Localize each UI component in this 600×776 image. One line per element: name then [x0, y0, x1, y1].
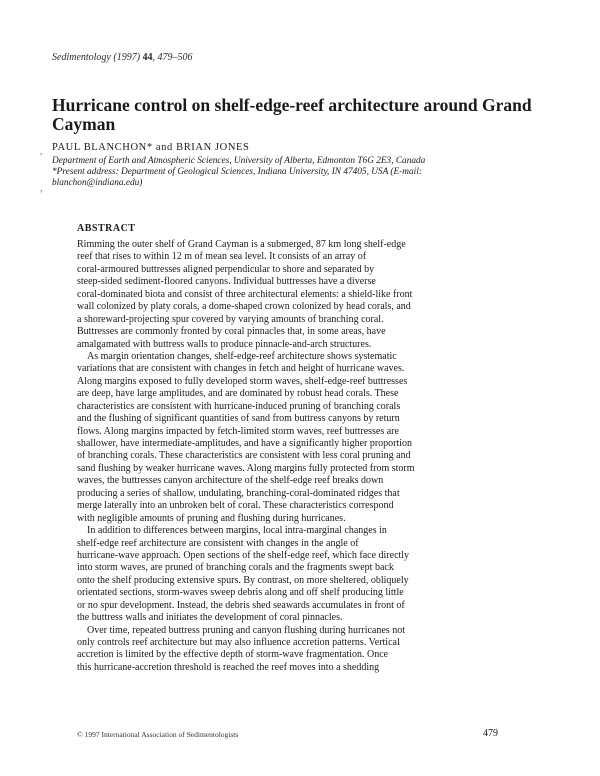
abstract-line: producing a series of shallow, undulating, branching-coral-dominated ridges that [77, 487, 400, 499]
copyright-notice: © 1997 International Association of Sedimentologists [77, 730, 239, 739]
abstract-line: shelf-edge reef architecture are consistent with changes in the angle of [77, 537, 359, 549]
abstract-line: Rimming the outer shelf of Grand Cayman is a submerged, 87 km long shelf-edge [77, 239, 406, 250]
abstract-line: shallower, have intermediate-amplitudes, and have a significantly higher proportion [77, 438, 413, 449]
abstract-line: Over time, repeated buttress pruning and canyon flushing during hurricanes not [87, 624, 405, 636]
abstract-line: merge laterally into an unbroken belt of coral. These characteristics correspond [77, 500, 394, 512]
affiliation-email: blanchon@indiana.edu) [52, 178, 143, 188]
paper-title: Hurricane control on shelf-edge-reef architecture around Grand Cayman [52, 95, 532, 134]
page-number: 479 [483, 728, 498, 739]
abstract-line: or no spur development. Instead, the debris shed seawards accumulates in front of [77, 599, 405, 611]
abstract-line: accretion is limited by the effective depth of storm-wave fragmentation. Once [77, 649, 389, 661]
abstract-line: and the flushing of significant quantities of sand from buttress canyons by return [77, 413, 400, 425]
abstract-line: orientated sections, storm-waves sweep debris along and off shelf producing little [77, 587, 404, 599]
abstract-line: variations that are consistent with changes in fetch and height of hurricane waves. [77, 363, 405, 375]
abstract-line: waves, the buttresses canyon architecture of the shelf-edge reef breaks down [77, 475, 384, 487]
abstract-line: the buttress walls and initiates the development of coral pinnacles. [77, 612, 343, 624]
abstract-line: this hurricane-accretion threshold is reached the reef moves into a shedding [77, 661, 380, 673]
abstract-heading: ABSTRACT [77, 223, 136, 234]
journal-year: (1997) [113, 52, 141, 63]
abstract-line: As margin orientation changes, shelf-edge-reef architecture shows systematic [87, 350, 397, 362]
abstract-line: are deep, have large amplitudes, and are dominated by robust head corals. These [77, 388, 399, 400]
abstract-body [77, 239, 517, 674]
abstract-line: onto the shelf producing extensive spurs. By contrast, on more sheltered, obliquely [77, 574, 409, 586]
abstract-line: of branching corals. These characteristics are consistent with less coral pruning and [77, 450, 411, 462]
affiliation [52, 156, 522, 189]
journal-pages: , 479–506 [152, 52, 193, 63]
abstract-line: into storm waves, are pruned of branching corals and the fragments swept back [77, 562, 394, 574]
abstract-line: with negligible amounts of pruning and flushing during hurricanes. [77, 512, 346, 524]
abstract-line: hurricane-wave approach. Open sections of the shelf-edge reef, which face directly [77, 549, 410, 561]
abstract-line: steep-sided sediment-floored canyons. Individual buttresses have a diverse [77, 276, 376, 288]
journal-citation [52, 52, 193, 63]
abstract-line: amalgamated with buttress walls to produce pinnacle-and-arch structures. [77, 338, 372, 350]
abstract-line: a shoreward-projecting spur covered by varying amounts of branching coral. [77, 313, 384, 325]
abstract-line: coral-dominated biota and consist of three architectural elements: a shield-like front [77, 288, 413, 300]
abstract-line: Along margins exposed to fully developed storm waves, shelf-edge-reef buttresses [77, 375, 408, 387]
abstract-line: only controls reef architecture but may also influence accretion patterns. Vertical [77, 637, 400, 648]
abstract-line: reef that rises to within 12 m of mean sea level. It consists of an array of [77, 251, 367, 263]
abstract-line: wall colonized by platy corals, a dome-shaped crown colonized by head corals, and [77, 301, 411, 313]
journal-volume: 44 [142, 52, 153, 63]
journal-name: Sedimentology [52, 52, 111, 63]
abstract-line: In addition to differences between margins, local intra-marginal changes in [87, 525, 387, 537]
authors: PAUL BLANCHON* and BRIAN JONES [52, 142, 250, 153]
abstract-line: Buttresses are commonly fronted by coral pinnacles that, in some areas, have [77, 326, 386, 338]
affiliation-line: *Present address: Department of Geological Sciences, Indiana University, IN 47405, USA (E-mail: [52, 167, 422, 177]
margin-mark: , [40, 146, 43, 156]
abstract-line: flows. Along margins impacted by fetch-limited storm waves, reef buttresses are [77, 425, 399, 437]
abstract-line: characteristics are consistent with hurricane-induced pruning of branching corals [77, 400, 401, 412]
affiliation-line: Department of Earth and Atmospheric Sciences, University of Alberta, Edmonton T6G 2E3, Canada [52, 156, 426, 166]
abstract-line: sand flushing by weaker hurricane waves. Along margins fully protected from storm [77, 462, 415, 474]
margin-mark: , [40, 183, 43, 193]
abstract-line: coral-armoured buttresses aligned perpendicular to shore and separated by [77, 263, 375, 275]
